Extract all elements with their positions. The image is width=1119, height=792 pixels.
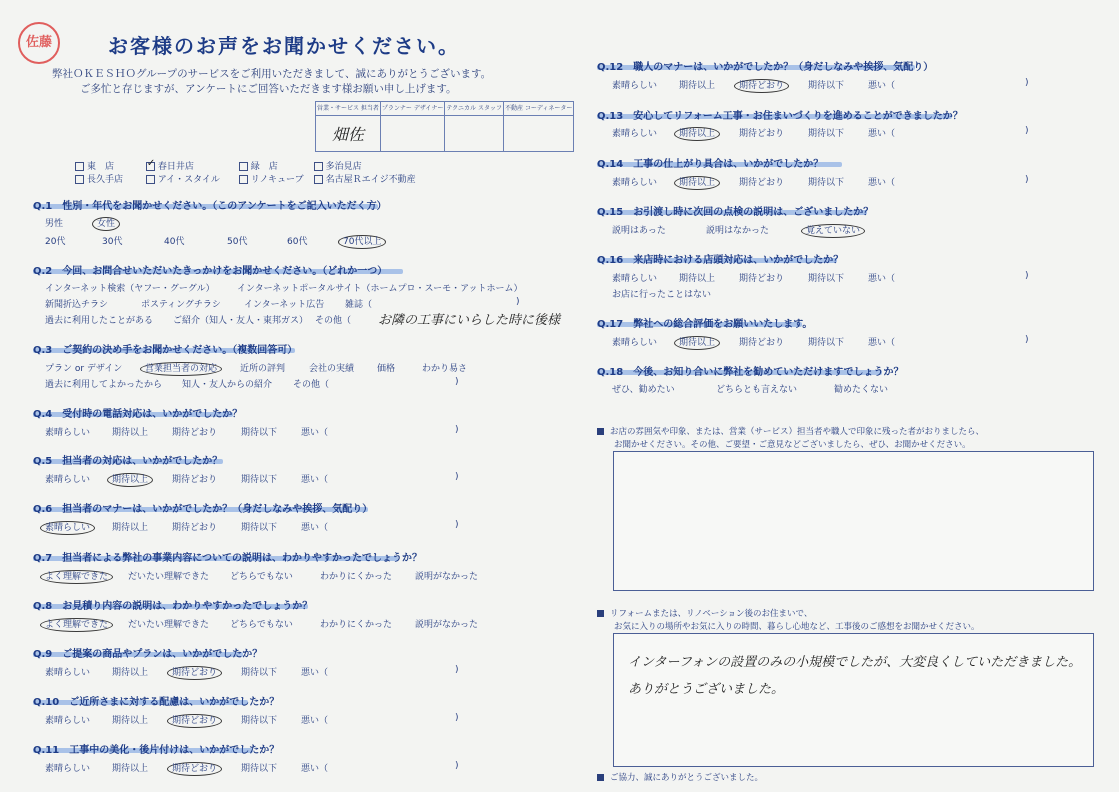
q5-opt-below[interactable]: 期待以下 (241, 475, 278, 485)
q1-age-60[interactable]: 60代 (287, 237, 308, 247)
checkbox-store-higashi[interactable] (75, 162, 84, 171)
q16-opt-below[interactable]: 期待以下 (808, 274, 845, 284)
q2-row-3 (45, 313, 351, 326)
q14-opt-excellent[interactable]: 素晴らしい (612, 178, 658, 188)
q2-magazine-close: ) (516, 297, 520, 307)
footer-thanks: ご協力、誠にありがとうございました。 (597, 771, 763, 783)
q7-opt-hard[interactable]: わかりにくかった (320, 572, 393, 582)
q3-opt-price[interactable]: 価格 (377, 364, 396, 374)
q2-opt-past-user[interactable]: 過去に利用したことがある (45, 316, 154, 326)
q6-close: ) (455, 520, 459, 530)
q1-opt-female[interactable]: 女性 (92, 217, 120, 231)
q2-row-1 (45, 281, 522, 294)
q13-options (612, 126, 895, 139)
q9-opt-as-expected[interactable]: 期待どおり (167, 666, 222, 680)
q7-opt-none[interactable]: 説明がなかった (415, 572, 479, 582)
q7-opt-neutral[interactable]: どちらでもない (230, 572, 293, 582)
intro-line-2: ご多忙と存じますが、アンケートにご回答いただきます様お願い申し上げます。 (80, 83, 457, 95)
q14-opt-above[interactable]: 期待以上 (674, 176, 720, 190)
q2-label: Q.2 今回、お問合せいただいたきっかけをお聞かせください。（どれか一つ） (33, 266, 388, 277)
q1-gender-row (45, 216, 115, 229)
q3-opt-past-good[interactable]: 過去に利用してよかったから (45, 380, 163, 390)
q2-opt-posting[interactable]: ポスティングチラシ (141, 300, 221, 310)
q1-age-70plus[interactable]: 70代以上 (338, 235, 386, 249)
q17-options (612, 335, 895, 348)
q13-opt-above[interactable]: 期待以上 (674, 127, 720, 141)
q2-opt-referral[interactable]: ご紹介（知人・友人・東邦ガス） (173, 316, 309, 326)
q3-opt-plan[interactable]: プラン or デザイン (45, 364, 123, 374)
q14-opt-below[interactable]: 期待以下 (808, 178, 845, 188)
q16-close: ) (1025, 271, 1029, 281)
q16-label: Q.16 来店時における店頭対応は、いかがでしたか？ (597, 255, 844, 266)
q11-label: Q.11 工事中の美化・後片付けは、いかがでしたか？ (33, 745, 280, 756)
q11-opt-bad[interactable]: 悪い（ (301, 764, 329, 774)
q14-opt-as-expected[interactable]: 期待どおり (739, 178, 785, 188)
seal-stamp: 佐藤 (18, 22, 60, 64)
q17-opt-as-expected[interactable]: 期待どおり (739, 338, 785, 348)
q7-options (45, 569, 478, 582)
q9-label: Q.9 ご提案の商品やプランは、いかがでしたか？ (33, 649, 263, 660)
q11-opt-excellent[interactable]: 素晴らしい (45, 764, 91, 774)
q8-opt-understood[interactable]: よく理解できた (40, 618, 113, 632)
q1-age-30[interactable]: 30代 (102, 237, 123, 247)
q14-opt-bad[interactable]: 悪い（ (868, 178, 896, 188)
store-row-2: 長久手店 アイ・スタイル リノキューブ 名古屋Ｒエイジ不動産 (75, 172, 416, 185)
q4-opt-below[interactable]: 期待以下 (241, 428, 278, 438)
q3-opt-reputation[interactable]: 近所の評判 (240, 364, 286, 374)
q5-opt-as-expected[interactable]: 期待どおり (172, 475, 218, 485)
q3-label: Q.3 ご契約の決め手をお聞かせください。（複数回答可） (33, 345, 298, 356)
q13-opt-as-expected[interactable]: 期待どおり (739, 129, 785, 139)
q8-options (45, 617, 478, 630)
q8-opt-hard[interactable]: わかりにくかった (320, 620, 393, 630)
q13-opt-bad[interactable]: 悪い（ (868, 129, 896, 139)
comment-box-2-label: リフォームまたは、リノベーション後のお住まいで、 (597, 607, 812, 619)
q4-opt-as-expected[interactable]: 期待どおり (172, 428, 218, 438)
q11-opt-as-expected[interactable]: 期待どおり (167, 762, 222, 776)
q3-opt-friend-referral[interactable]: 知人・友人からの紹介 (182, 380, 273, 390)
q7-opt-mostly[interactable]: だいたい理解できた (128, 572, 210, 582)
q9-opt-above[interactable]: 期待以上 (112, 668, 149, 678)
q11-close: ) (455, 761, 459, 771)
q16-opt-bad[interactable]: 悪い（ (868, 274, 896, 284)
comment-box-2-handwriting-1: インターフォンの設置のみの小規模でしたが、大変良くしていただきました。 (628, 655, 1082, 670)
q12-options (612, 78, 895, 91)
q15-options (612, 223, 860, 236)
q15-opt-not-explained[interactable]: 説明はなかった (706, 226, 770, 236)
q2-opt-magazine[interactable]: 雑誌（ (345, 300, 373, 310)
q18-opt-recommend[interactable]: ぜひ、勧めたい (612, 385, 675, 395)
q18-opt-not-recommend[interactable]: 勧めたくない (834, 385, 889, 395)
q17-opt-below[interactable]: 期待以下 (808, 338, 845, 348)
q5-opt-excellent[interactable]: 素晴らしい (45, 475, 91, 485)
q16-opt-never-visited[interactable]: お店に行ったことはない (612, 290, 712, 300)
q11-opt-above[interactable]: 期待以上 (112, 764, 149, 774)
q12-opt-bad[interactable]: 悪い（ (868, 81, 896, 91)
staff-header-technical: テクニカル スタッフ (445, 102, 504, 116)
q14-options (612, 175, 895, 188)
q3-other-close: ) (455, 377, 459, 387)
q3-opt-other[interactable]: その他（ (293, 380, 330, 390)
q15-opt-dont-remember[interactable]: 覚えていない (801, 224, 865, 238)
q2-opt-internet-search[interactable]: インターネット検索（ヤフー・グーグル） (45, 284, 215, 294)
q10-opt-as-expected[interactable]: 期待どおり (167, 714, 222, 728)
q15-opt-explained[interactable]: 説明はあった (612, 226, 666, 236)
q18-options (612, 382, 888, 395)
q16-opt-above[interactable]: 期待以上 (679, 274, 716, 284)
comment-box-2-label-2: お気に入りの場所やお気に入りの時間、暮らし心地など、工事後のご感想をお聞かせください。 (614, 622, 980, 632)
q13-opt-below[interactable]: 期待以下 (808, 129, 845, 139)
q6-opt-excellent[interactable]: 素晴らしい (40, 521, 95, 535)
q10-label: Q.10 ご近所さまに対する配慮は、いかがでしたか？ (33, 697, 280, 708)
q8-opt-mostly[interactable]: だいたい理解できた (128, 620, 210, 630)
staff-table (315, 101, 574, 152)
checkbox-store-ragefudosan[interactable] (314, 175, 323, 184)
q2-opt-portal[interactable]: インターネットポータルサイト（ホームプロ・スーモ・アットホーム） (237, 284, 523, 294)
q17-close: ) (1025, 335, 1029, 345)
q8-opt-neutral[interactable]: どちらでもない (230, 620, 293, 630)
q6-label: Q.6 担当者のマナーは、いかがでしたか？（身だしなみや挨拶、気配り） (33, 504, 373, 515)
q2-row-2 (45, 297, 372, 310)
q13-close: ) (1025, 126, 1029, 136)
q5-opt-bad[interactable]: 悪い（ (301, 475, 329, 485)
q8-label: Q.8 お見積り内容の説明は、わかりやすかったでしょうか？ (33, 601, 313, 612)
q6-opt-bad[interactable]: 悪い（ (301, 523, 329, 533)
staff-header-realestate: 不動産 コーディネーター (503, 102, 573, 116)
staff-handwritten-name: 畑佐 (331, 125, 364, 144)
q2-opt-newspaper[interactable]: 新聞折込チラシ (45, 300, 109, 310)
q3-opt-clarity[interactable]: わかり易さ (422, 364, 468, 374)
comment-box-1-label: お店の雰囲気や印象、または、営業（サービス）担当者や職人で印象に残った者がおりましたら、 (597, 425, 984, 437)
page-title: お客様のお声をお聞かせください。 (108, 34, 460, 58)
q9-opt-bad[interactable]: 悪い（ (301, 668, 329, 678)
q10-opt-above[interactable]: 期待以上 (112, 716, 149, 726)
q9-opt-excellent[interactable]: 素晴らしい (45, 668, 91, 678)
q18-opt-neutral[interactable]: どちらとも言えない (716, 385, 798, 395)
q12-opt-above[interactable]: 期待以上 (679, 81, 716, 91)
q6-options (45, 520, 328, 533)
q3-row-2 (45, 377, 329, 390)
q12-opt-below[interactable]: 期待以下 (808, 81, 845, 91)
checkbox-store-kasugai[interactable]: ✓ (146, 158, 156, 169)
checkbox-store-nagakute[interactable] (75, 175, 84, 184)
q17-label: Q.17 弊社への総合評価をお願いいたします。 (597, 319, 813, 330)
q7-opt-understood[interactable]: よく理解できた (40, 570, 113, 584)
q3-opt-track-record[interactable]: 会社の実績 (309, 364, 355, 374)
q2-opt-other[interactable]: その他（ (315, 316, 352, 326)
q13-label: Q.13 安心してリフォーム工事・お住まいづくりを進めることができましたか？ (597, 111, 963, 122)
q5-options (45, 472, 328, 485)
q14-label: Q.14 工事の仕上がり具合は、いかがでしたか？ (597, 159, 824, 170)
q4-opt-bad[interactable]: 悪い（ (301, 428, 329, 438)
q9-options (45, 665, 328, 678)
q3-row-1 (45, 361, 467, 374)
q11-opt-below[interactable]: 期待以下 (241, 764, 278, 774)
q1-age-50[interactable]: 50代 (227, 237, 248, 247)
q5-opt-above[interactable]: 期待以上 (107, 473, 153, 487)
q10-close: ) (455, 713, 459, 723)
q17-opt-above[interactable]: 期待以上 (674, 336, 720, 350)
q17-opt-excellent[interactable]: 素晴らしい (612, 338, 658, 348)
checkbox-store-renocube[interactable] (239, 175, 248, 184)
comment-box-1-label-2: お聞かせください。その他、ご要望・ご意見などございましたら、ぜひ、お聞かせください。 (614, 440, 971, 450)
q10-opt-below[interactable]: 期待以下 (241, 716, 278, 726)
q12-label: Q.12 職人のマナーは、いかがでしたか？（身だしなみや挨拶、気配り） (597, 62, 934, 73)
q4-close: ) (455, 425, 459, 435)
q12-opt-excellent[interactable]: 素晴らしい (612, 81, 658, 91)
q9-close: ) (455, 665, 459, 675)
q10-opt-bad[interactable]: 悪い（ (301, 716, 329, 726)
q16-opt-as-expected[interactable]: 期待どおり (739, 274, 785, 284)
q10-options (45, 713, 328, 726)
q17-opt-bad[interactable]: 悪い（ (868, 338, 896, 348)
q8-opt-none[interactable]: 説明がなかった (415, 620, 479, 630)
q4-options (45, 425, 328, 438)
intro-line-1: 弊社ＯＫＥＳＨＯグループのサービスをご利用いただきまして、誠にありがとうございます。 (52, 68, 492, 80)
q6-opt-above[interactable]: 期待以上 (112, 523, 149, 533)
staff-header-planner: プランナー デザイナー (380, 102, 445, 116)
q7-label: Q.7 担当者による弊社の事業内容についての説明は、わかりやすかったでしょうか？ (33, 553, 423, 564)
q4-opt-above[interactable]: 期待以上 (112, 428, 149, 438)
q1-age-40[interactable]: 40代 (164, 237, 185, 247)
q5-close: ) (455, 472, 459, 482)
checkbox-store-istyle[interactable] (146, 175, 155, 184)
store-row-1: 東 店 ✓ 春日井店 緑 店 多治見店 (75, 159, 362, 172)
q1-label: Q.1 性別・年代をお聞かせください。（このアンケートをご記入いただく方） (33, 201, 387, 212)
q12-close: ) (1025, 78, 1029, 88)
q14-close: ) (1025, 175, 1029, 185)
q1-opt-male[interactable]: 男性 (45, 219, 64, 229)
checkbox-store-tajimi[interactable] (314, 162, 323, 171)
q6-opt-below[interactable]: 期待以下 (241, 523, 278, 533)
q18-label: Q.18 今後、お知り合いに弊社を勧めていただけますでしょうか？ (597, 367, 904, 378)
q4-opt-excellent[interactable]: 素晴らしい (45, 428, 91, 438)
q9-opt-below[interactable]: 期待以下 (241, 668, 278, 678)
q4-label: Q.4 受付時の電話対応は、いかがでしたか？ (33, 409, 243, 420)
q1-age-row (45, 234, 381, 247)
comment-box-2-handwriting-2: ありがとうございました。 (628, 682, 785, 697)
comment-box-1[interactable] (613, 451, 1094, 591)
q2-handwritten-other: お隣の工事にいらした時に後様 (378, 313, 561, 328)
q16-options (612, 271, 895, 284)
q3-opt-sales-rep[interactable]: 営業担当者の対応 (140, 362, 222, 376)
q6-opt-as-expected[interactable]: 期待どおり (172, 523, 218, 533)
q1-age-20[interactable]: 20代 (45, 237, 66, 247)
q2-opt-web-ad[interactable]: インターネット広告 (244, 300, 325, 310)
checkbox-store-midori[interactable] (239, 162, 248, 171)
q15-label: Q.15 お引渡し時に次回の点検の説明は、ございましたか？ (597, 207, 874, 218)
q5-label: Q.5 担当者の対応は、いかがでしたか？ (33, 456, 223, 467)
q16-opt-excellent[interactable]: 素晴らしい (612, 274, 658, 284)
q11-options (45, 761, 328, 774)
q12-opt-as-expected[interactable]: 期待どおり (734, 79, 789, 93)
q10-opt-excellent[interactable]: 素晴らしい (45, 716, 91, 726)
staff-header-sales: 営業・サービス 担当者 (316, 102, 381, 116)
q13-opt-excellent[interactable]: 素晴らしい (612, 129, 658, 139)
